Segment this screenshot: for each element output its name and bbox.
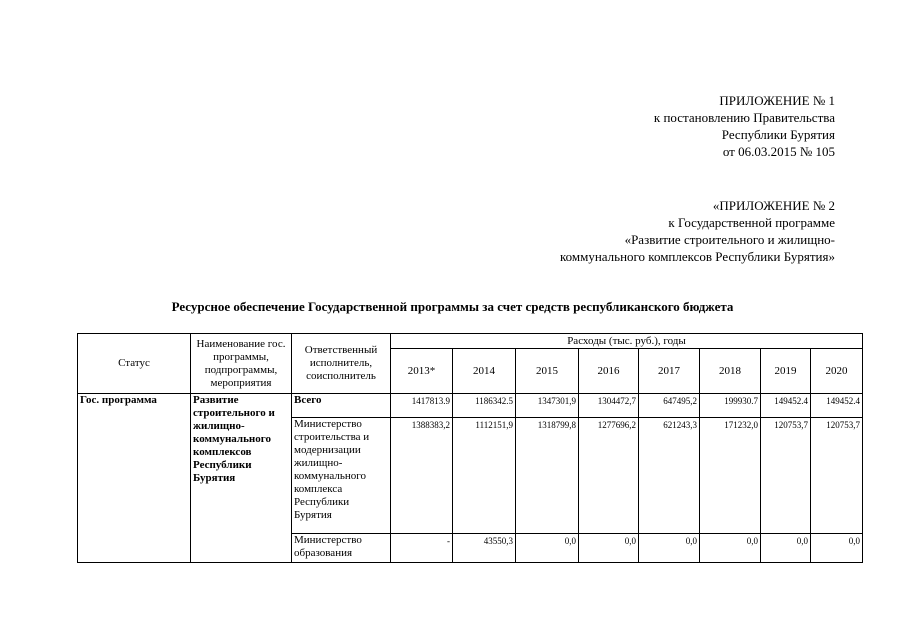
value-cell: 1417813.9: [391, 394, 453, 418]
program-name-line1: «Развитие строительного и жилищно-: [624, 232, 835, 247]
year-header: 2020: [811, 349, 863, 394]
year-header: 2016: [579, 349, 639, 394]
executor-ministry-education: Министерство образования: [292, 534, 391, 563]
header-program-name: Наименование гос. программы, подпрограммы, мероприятия: [191, 334, 292, 394]
header-executor: Ответственный исполнитель, соисполнитель: [292, 334, 391, 394]
value-cell: 149452.4: [811, 394, 863, 418]
appendix-authority: Республики Бурятия: [721, 127, 835, 142]
header-expenses: Расходы (тыс. руб.), годы: [391, 334, 863, 349]
value-cell: 1304472,7: [579, 394, 639, 418]
value-cell: 1347301,9: [516, 394, 579, 418]
value-cell: 149452.4: [761, 394, 811, 418]
program-name-line2: коммунального комплексов Республики Бурятия»: [559, 249, 835, 264]
header-status: Статус: [78, 334, 191, 394]
value-cell: 1318799,8: [516, 418, 579, 534]
status-cell: Гос. программа: [78, 394, 191, 563]
resource-table: [77, 333, 863, 563]
value-cell: 0,0: [516, 534, 579, 563]
program-name-cell: Развитие строительного и жилищно-коммунального комплексов Республики Бурятия: [191, 394, 292, 563]
year-header: 2019: [761, 349, 811, 394]
value-cell: 1277696,2: [579, 418, 639, 534]
value-cell: -: [391, 534, 453, 563]
executor-ministry-construction: Министерство строительства и модернизации жилищно-коммунального комплекса Республики Бурятия: [292, 418, 391, 534]
appendix-number: ПРИЛОЖЕНИЕ № 1: [719, 93, 835, 108]
value-cell: 0,0: [761, 534, 811, 563]
appendix-reference: к Государственной программе: [668, 215, 835, 230]
year-header: 2018: [700, 349, 761, 394]
value-cell: 647495,2: [639, 394, 700, 418]
value-cell: 0,0: [639, 534, 700, 563]
value-cell: 199930.7: [700, 394, 761, 418]
year-header: 2017: [639, 349, 700, 394]
appendix-header-2: [560, 197, 835, 265]
value-cell: 621243,3: [639, 418, 700, 534]
appendix-number: «ПРИЛОЖЕНИЕ № 2: [712, 198, 835, 213]
value-cell: 1388383,2: [391, 418, 453, 534]
value-cell: 1186342.5: [453, 394, 516, 418]
document-title: Ресурсное обеспечение Государственной программы за счет средств республиканского бюджета: [171, 299, 734, 314]
value-cell: 120753,7: [811, 418, 863, 534]
value-cell: 171232,0: [700, 418, 761, 534]
value-cell: 120753,7: [761, 418, 811, 534]
year-header: 2013*: [391, 349, 453, 394]
value-cell: 0,0: [579, 534, 639, 563]
value-cell: 0,0: [700, 534, 761, 563]
appendix-date: от 06.03.2015 № 105: [722, 144, 835, 159]
value-cell: 1112151,9: [453, 418, 516, 534]
executor-total: Всего: [292, 394, 391, 418]
year-header: 2014: [453, 349, 516, 394]
appendix-reference: к постановлению Правительства: [653, 110, 835, 125]
appendix-header-1: [654, 92, 835, 160]
year-header: 2015: [516, 349, 579, 394]
value-cell: 0,0: [811, 534, 863, 563]
value-cell: 43550,3: [453, 534, 516, 563]
